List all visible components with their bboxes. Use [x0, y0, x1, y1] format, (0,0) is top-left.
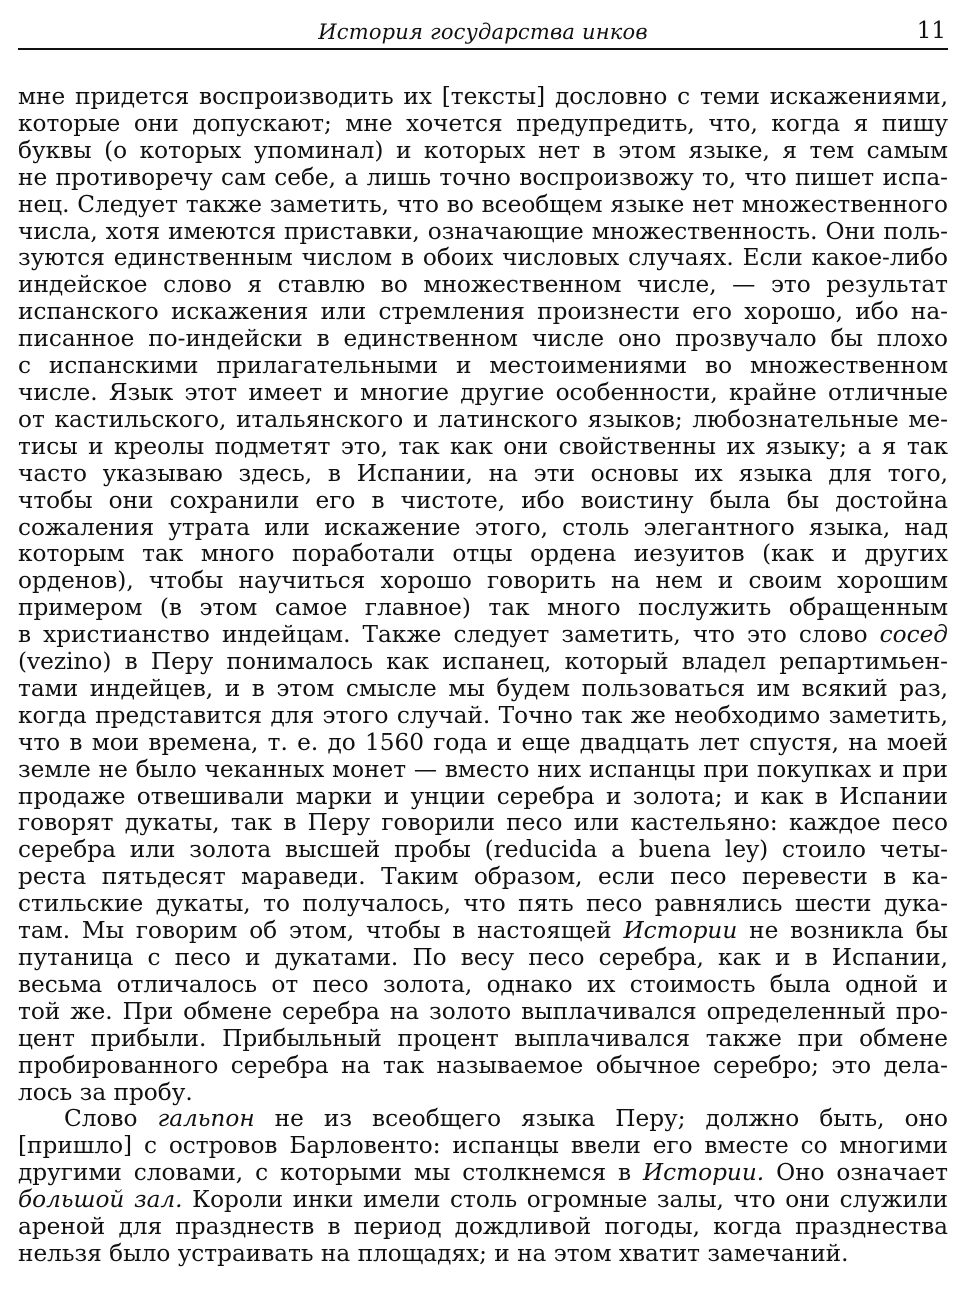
text-line: нельзя было устраивать на площадях; и на этом хватит замечаний.: [18, 1239, 849, 1267]
text-line: цент прибыли. Прибыльный процент выплачивался также при обмене: [18, 1024, 948, 1052]
running-title: История государства инков: [318, 20, 648, 44]
text-line: [18, 1187, 948, 1214]
text-line: земле не было чеканных монет — вместо них испанцы при покупках и при: [18, 755, 948, 783]
text-line: [пришло] с островов Барловенто: испанцы ввели его вместе со многими: [18, 1132, 948, 1160]
header-rule: [18, 48, 948, 50]
text-line: той же. При обмене серебра на золото выплачивался определенный про-: [18, 997, 948, 1025]
text-line: испанского искажения или стремления произнести его хорошо, ибо на-: [18, 298, 948, 326]
text-line: с испанскими прилагательными и местоимениями во множественном: [18, 352, 948, 380]
text-line: что в мои времена, т. е. до 1560 года и еще двадцать лет спустя, на моей: [18, 728, 948, 756]
text-line: тисы и креолы подметят это, так как они свойственны их языку; а я так: [18, 432, 948, 460]
text-segment: Оно означает: [764, 1159, 948, 1187]
running-header: [18, 8, 948, 48]
text-line: мне придется воспроизводить их [тексты] дословно с теми искажениями,: [18, 83, 948, 110]
text-line: чтобы они сохранили его в чистоте, ибо воистину была бы достойна: [18, 486, 948, 514]
text-segment: Слово: [64, 1105, 158, 1133]
page-number: 11: [916, 18, 946, 44]
text-line: тами индейцев, и в этом смысле мы будем пользоваться им всякий раз,: [18, 674, 948, 702]
text-line: путаница с песо и дукатами. По весу песо серебра, как и в Испании,: [18, 944, 948, 971]
text-line: числе. Язык этот имеет и многие другие особенности, крайне отличные: [18, 378, 948, 406]
text-line: не противоречу сам себе, а лишь точно воспроизвожу то, что пишет испа-: [18, 163, 948, 191]
text-line: которым так много поработали отцы ордена иезуитов (как и других: [18, 540, 948, 568]
text-line: продаже отвешивали марки и унции серебра и золота; и как в Испании: [18, 782, 948, 810]
text-segment: не из всеобщего языка Перу; должно быть, оно: [254, 1105, 948, 1133]
text-line: [18, 622, 948, 649]
text-segment: не возникла бы: [737, 917, 949, 945]
body-text: [18, 84, 948, 1268]
text-line: пробированного серебра на так называемое обычное серебро; это дела-: [18, 1051, 948, 1079]
text-line: реста пятьдесят мараведи. Таким образом, если песо перевести в ка-: [18, 863, 948, 891]
text-line: писанное по-индейски в единственном числе оно прозвучало бы плохо: [18, 325, 948, 353]
text-line: говорят дукаты, так в Перу говорили песо или кастельяно: каждое песо: [18, 809, 948, 837]
text-line: буквы (о которых упоминал) и которых нет в этом языке, я тем самым: [18, 136, 948, 164]
text-line: когда представится для этого случай. Точно так же необходимо заметить,: [18, 701, 948, 729]
text-line: (vezino) в Перу понималось как испанец, который владел репартимьен-: [18, 648, 948, 676]
text-line: [18, 918, 948, 945]
text-segment: в христианство индейцам. Также следует заметить, что это слово: [18, 621, 880, 649]
text-segment: там. Мы говорим об этом, чтобы в настоящей: [18, 917, 624, 945]
text-segment: другими словами, с которыми мы столкнемся в: [18, 1159, 643, 1187]
italic-term: большой зал.: [18, 1186, 183, 1214]
paragraph-2: [18, 1106, 948, 1267]
italic-term: Истории.: [642, 1159, 765, 1187]
text-line: [18, 1160, 948, 1187]
italic-term: гальпон: [157, 1105, 255, 1133]
italic-term: Истории: [623, 917, 738, 945]
text-line: числа, хотя имеются приставки, означающие множественность. Они поль-: [18, 217, 948, 245]
text-line: которые они допускают; мне хочется предупредить, что, когда я пишу: [18, 109, 948, 137]
paragraph-1: [18, 84, 948, 1106]
text-line: сожаления утрата или искажение этого, столь элегантного языка, над: [18, 513, 948, 541]
italic-term: сосед: [879, 621, 948, 649]
text-line: зуются единственным числом в обоих числовых случаях. Если какое-либо: [18, 244, 948, 272]
text-line: [18, 1106, 948, 1133]
text-line: ареной для празднеств в период дождливой погоды, когда празднества: [18, 1213, 948, 1241]
text-segment: Короли инки имели столь огромные залы, что они служили: [182, 1186, 948, 1214]
text-line: серебра или золота высшей пробы (reducida a buena ley) стоило четы-: [18, 836, 948, 864]
text-line: от кастильского, итальянского и латинского языков; любознательные ме-: [18, 405, 948, 433]
text-line: индейское слово я ставлю во множественном числе, — это результат: [18, 271, 948, 299]
text-line: орденов), чтобы научиться хорошо говорить на нем и своим хорошим: [18, 567, 948, 595]
text-line: часто указываю здесь, в Испании, на эти основы их языка для того,: [18, 459, 948, 487]
text-line: весьма отличалось от песо золота, однако их стоимость была одной и: [18, 970, 948, 998]
text-line: нец. Следует также заметить, что во всеобщем языке нет множественного: [18, 190, 948, 218]
text-line: примером (в этом самое главное) так много послужить обращенным: [18, 594, 948, 622]
text-line: стильские дукаты, то получалось, что пять песо равнялись шести дука-: [18, 890, 948, 918]
text-line: лось за пробу.: [18, 1078, 193, 1106]
